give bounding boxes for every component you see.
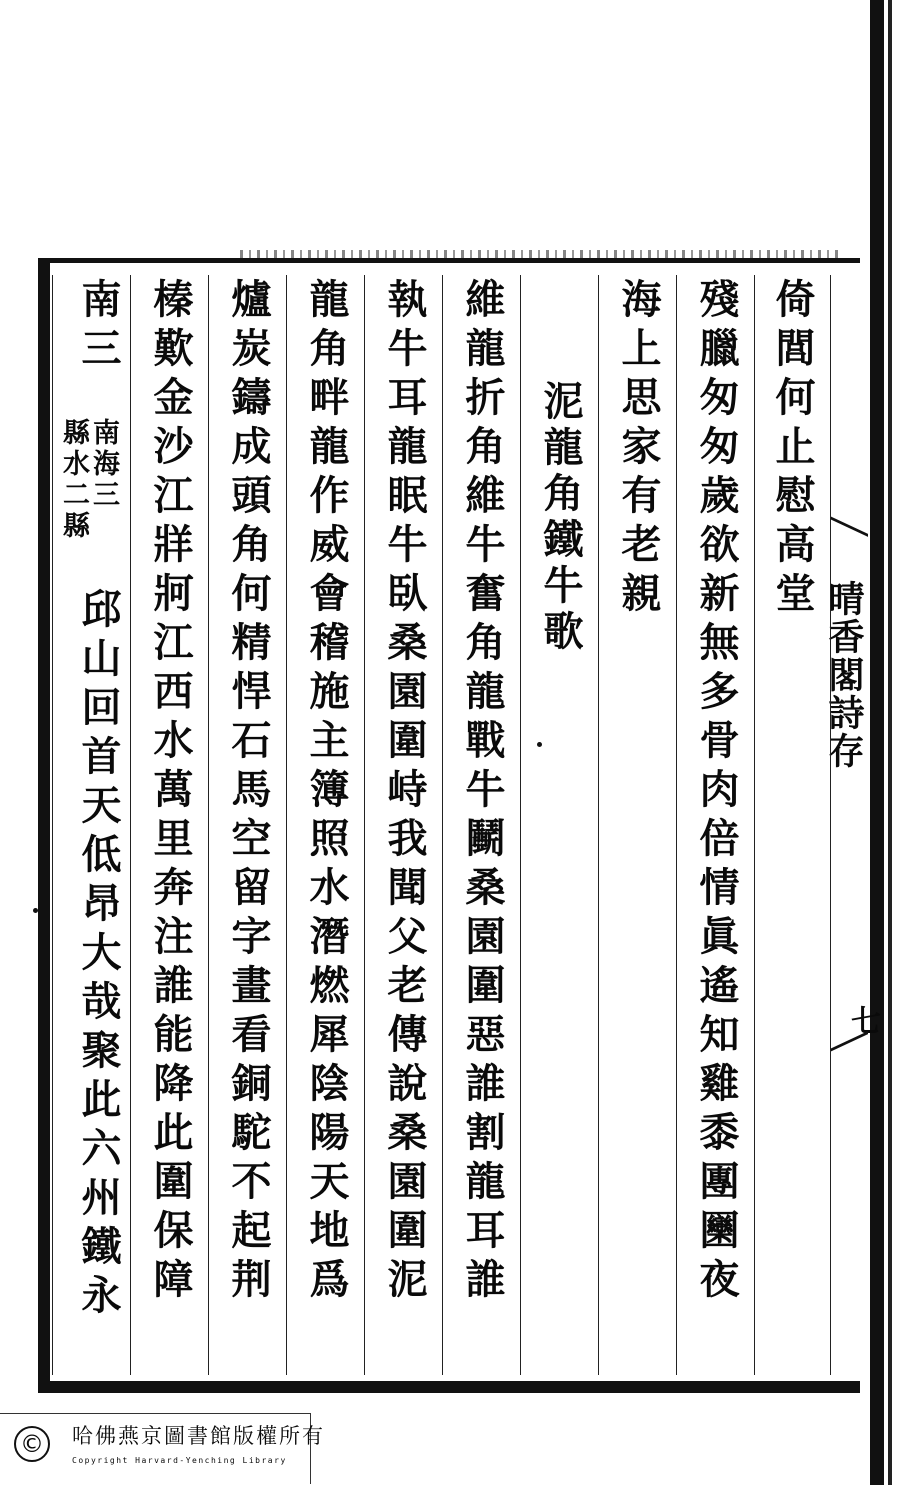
ink-speck (33, 908, 38, 913)
text-column-10 (58, 278, 122, 1378)
page-margin-banner (823, 525, 880, 1045)
column-bottom-text: 邱山回首天低昂大哉聚此六州鐵永 (75, 588, 122, 1323)
interlinear-notes (58, 418, 118, 598)
ink-speck (537, 742, 542, 747)
column-rule (364, 275, 365, 1375)
text-column-1: 倚閭何止慰高堂 (769, 278, 816, 621)
note-right: 南海三 (88, 418, 119, 511)
column-rule (442, 275, 443, 1375)
text-column-3: 海上思家有老親 (615, 278, 662, 621)
text-column-8: 爐炭鑄成頭角何精悍石馬空留字畫看銅駝不起荆 (225, 278, 272, 1307)
spine-bar (870, 0, 884, 1485)
column-rule (830, 275, 831, 1375)
copyright-icon: © (14, 1426, 50, 1462)
column-rule (130, 275, 131, 1375)
text-column-2: 殘臘匆匆歲欲新無多骨肉倍情眞遙知雞黍團圞夜 (693, 278, 740, 1307)
column-rule (754, 275, 755, 1375)
text-column-7: 龍角畔龍作威會稽施主簿照水潛燃犀陰陽天地爲 (303, 278, 350, 1307)
text-column-5: 維龍折角維牛奮角龍戰牛鬭桑園圍惡誰割龍耳誰 (459, 278, 506, 1307)
copyright-chinese: 哈佛燕京圖書館版權所有 (72, 1424, 325, 1448)
note-left: 縣水二縣 (58, 418, 89, 542)
column-rule (208, 275, 209, 1375)
blank-page-area (0, 0, 860, 250)
spine-line (888, 0, 892, 1485)
column-rule (520, 275, 521, 1375)
text-column-6: 執牛耳龍眠牛臥桑園圍峙我聞父老傳說桑園圍泥 (381, 278, 428, 1307)
text-column-9: 榛歎金沙江牂牁江西水萬里奔注誰能降此圍保障 (147, 278, 194, 1307)
column-rule (598, 275, 599, 1375)
page-number: 七 (845, 1005, 880, 1035)
column-rule (286, 275, 287, 1375)
column-top-text: 南三 (75, 278, 122, 376)
book-title: 晴香閣詩存 (823, 580, 865, 770)
copyright-english: Copyright Harvard-Yenching Library (72, 1456, 287, 1465)
poem-title: 泥龍角鐵牛歌 (537, 380, 584, 656)
column-rule (676, 275, 677, 1375)
copyright-stamp (0, 1413, 325, 1484)
column-rule (52, 275, 53, 1375)
